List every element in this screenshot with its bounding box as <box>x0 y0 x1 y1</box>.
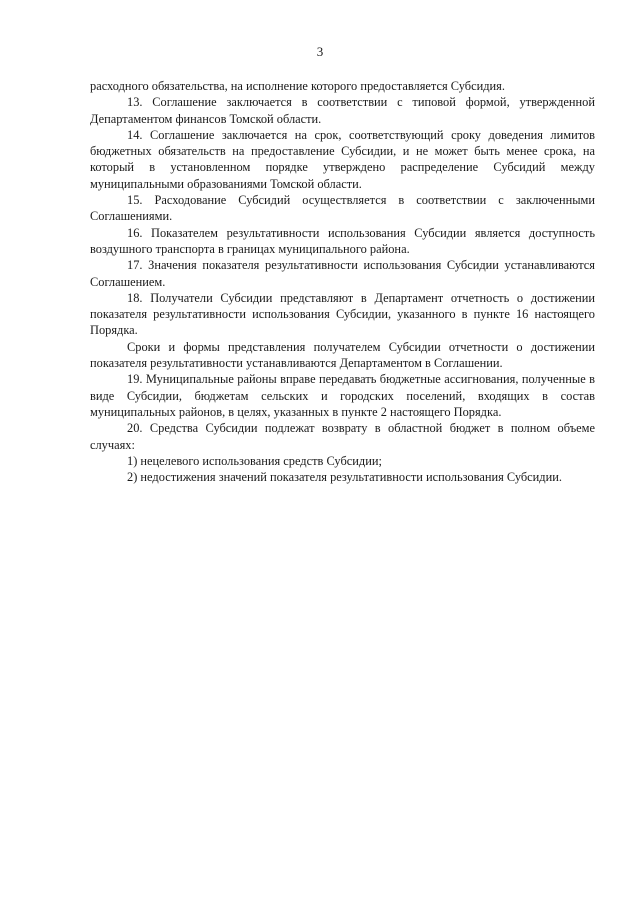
paragraph-16: 16. Показателем результативности использования Субсидии является доступность воздушного транспорта в границах муниципального района. <box>90 225 595 256</box>
paragraph-14: 14. Соглашение заключается на срок, соответствующий сроку доведения лимитов бюджетных обязательств на предоставление Субсидии, и не может быть менее срока, на который в установленном порядке утверждено распределение Субсидий между муниципальными образованиями Томской области. <box>90 127 595 191</box>
paragraph-19: 19. Муниципальные районы вправе передавать бюджетные ассигнования, полученные в виде Субсидии, бюджетам сельских и городских поселений, входящих в состав муниципальных районов, в целях, указанных в пункте 2 настоящего Порядка. <box>90 372 595 419</box>
paragraph-20: 20. Средства Субсидии подлежат возврату в областной бюджет в полном объеме случаях: <box>90 421 595 452</box>
list-item-2: 2) недостижения значений показателя результативности использования Субсидии. <box>127 470 562 485</box>
paragraph-13: 13. Соглашение заключается в соответствии с типовой формой, утвержденной Департаментом финансов Томской области. <box>90 95 595 126</box>
document-body <box>90 78 595 485</box>
list-item-1: 1) нецелевого использования средств Субсидии; <box>127 453 382 468</box>
paragraph-15: 15. Расходование Субсидий осуществляется в соответствии с заключенными Соглашениями. <box>90 193 595 224</box>
paragraph-18-reporting: Сроки и формы представления получателем Субсидии отчетности о достижении показателя результативности устанавливаются Департаментом в Соглашении. <box>90 339 595 371</box>
page-number: 3 <box>316 44 324 59</box>
paragraph-continuation: расходного обязательства, на исполнение которого предоставляется Субсидия. <box>90 79 505 93</box>
paragraph-18: 18. Получатели Субсидии представляют в Департамент отчетность о достижении показателя результативности использования Субсидии, указанного в пункте 16 настоящего Порядка. <box>90 290 595 338</box>
paragraph-17: 17. Значения показателя результативности использования Субсидии устанавливаются Соглашением. <box>90 258 595 289</box>
